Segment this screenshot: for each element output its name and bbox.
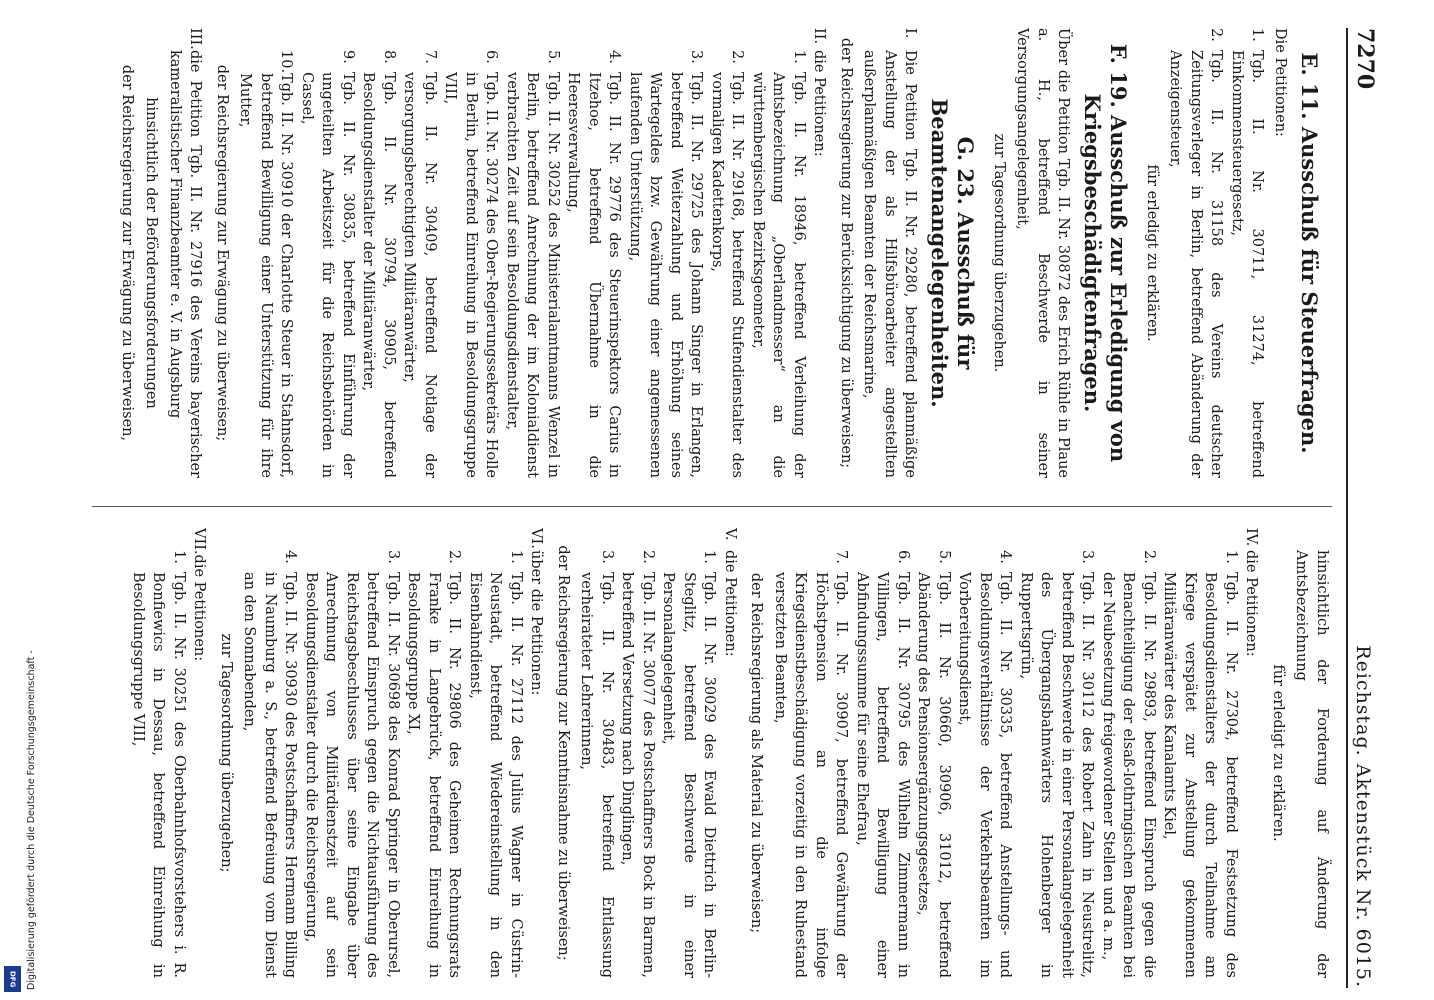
section-g-part-2-list — [235, 28, 809, 478]
item-text: Tgb. II. Nr. 30711, 31274, betreffend Einkommensteuergesetz, — [1229, 50, 1266, 478]
dfg-logo: DFG — [4, 966, 21, 992]
item-number: 3. — [599, 550, 615, 564]
section-g-part-3 — [165, 28, 206, 478]
item-text: Tgb. II. Nr. 30112 des Robert Zahn in Neustrelitz, betreffend Beschwerde in einer Personalangelegenheit des Übergangsbahnwärters Hohenberger in Ruppertsgrün, — [1018, 572, 1096, 978]
item-number: 4. — [606, 50, 623, 64]
section-g-part-3-subject: hinsichtlich der Beförderungsforderungen — [143, 97, 160, 409]
section-e-list — [1165, 28, 1268, 478]
item-text: Tgb. II. Nr. 29168, betreffend Stufendienstalter des vormaligen Kadettenkorps, — [709, 72, 746, 478]
petition-item — [576, 550, 617, 978]
item-text: Tgb. II. Nr. 31158 des Vereins deutscher Zeitungsverleger in Berlin, betreffend Abänderung der Anzeigensteuer, — [1167, 50, 1225, 478]
petition-item — [563, 50, 625, 478]
part-label: IV. — [1243, 528, 1260, 547]
part-iv-resolution: der Reichsregierung als Material zu überweisen; — [748, 572, 765, 934]
item-number: 10. — [278, 50, 295, 74]
part-label: VII. — [191, 528, 208, 555]
part-vii-list — [128, 528, 190, 978]
column-divider — [92, 506, 1332, 507]
continuation-resolution: für erledigt zu erklären. — [1270, 664, 1286, 842]
section-e-resolution: für erledigt zu erklären. — [1144, 164, 1160, 342]
item-text: Tgb. II. Nr. 30698 des Konrad Springer in Oberursel, betreffend Einspruch gegen die Nichtausführung des Reichstagsbeschlusses über seine Eingabe über Anrechnung von Militärdienstzeit auf sein Besoldungsdienstalter durch die Reichsregierung, — [303, 572, 401, 978]
item-text: Tgb. II. Nr. 30029 des Ewald Diettrich in Berlin-Steglitz, betreffend Beschwerde in einer Personalangelegenheit, — [660, 572, 718, 978]
part-label: II. — [811, 28, 828, 45]
petition-item — [1016, 550, 1098, 978]
section-g-part-3-resolution: der Reichsregierung zur Erwägung zu überweisen, — [119, 64, 135, 442]
item-number: 2. — [1141, 550, 1157, 564]
part-iv-list — [770, 528, 1242, 978]
item-number: 1. — [1249, 28, 1266, 42]
item-text: Tgb. II. Nr. 30835, betreffend Einführung der ungeteilten Arbeitszeit für die Reichsbehörden in Cassel, — [299, 72, 356, 478]
section-g-part-2-resolution: der Reichsregierung zur Erwägung zu überweisen; — [214, 64, 230, 442]
section-e-lead: Die Petitionen: — [1272, 28, 1288, 137]
item-text: Tgb. II. Nr. 30483, betreffend Entlassung verheirateter Lehrerinnen, — [578, 572, 615, 978]
petition-item — [625, 50, 707, 478]
item-text: Tgb. II. Nr. 30274 des Ober-Regierungssekretärs Holle in Berlin, betreffend Einreihung in Besoldungsgruppe VIII, — [442, 72, 500, 478]
page-header — [1346, 28, 1380, 988]
item-text: Tgb. II. Nr. 30910 der Charlotte Steuer in Stahnsdorf, betreffend Bewilligung einer Unterstützung für ihre Mutter, — [237, 73, 295, 478]
part-vi-resolution: zur Tagesordnung überzugehen; — [218, 633, 234, 873]
item-text: Tgb. II. Nr. 27304, betreffend Festsetzung des Besoldungsdienstalters der durch Teilnahme am Kriege verspätet zur Anstellung gekommenen Militäranwärter des Kanalamts Kiel, — [1161, 572, 1239, 978]
petition-item — [235, 50, 297, 478]
petition-item — [954, 550, 1016, 978]
part-vii — [189, 528, 210, 978]
petition-item — [301, 550, 404, 978]
item-text: Tgb. II. Nr. 30930 des Postschaffners Hermann Billing in Naumburg a. S., betreffend Befreiung vom Dienst an den Sonnabenden, — [241, 572, 299, 978]
part-lead: die Petitionen: — [191, 554, 208, 662]
item-number: 9. — [340, 50, 356, 64]
item-text: Tgb. II. Nr. 29776 des Steuerinspektors Carius in Itzehoe, betreffend Übernahme in die Heeresverwaltung, — [565, 72, 623, 478]
part-label: I. — [902, 28, 919, 39]
part-v — [720, 528, 741, 978]
part-lead: über die Petitionen: — [528, 550, 545, 696]
section-g-part-1 — [859, 28, 921, 478]
petition-item — [465, 550, 527, 978]
item-number: 2. — [446, 550, 463, 564]
section-g-part-1-resolution: der Reichsregierung zur Berücksichtigung zu überweisen; — [838, 37, 854, 469]
part-vi — [526, 528, 547, 978]
part-vi-list — [239, 528, 526, 978]
item-number: 7. — [422, 50, 438, 64]
item-number: 2. — [640, 550, 656, 564]
petition-item — [399, 50, 440, 478]
item-number: 1. — [508, 550, 524, 564]
petition-item — [707, 50, 748, 478]
part-iv — [1241, 528, 1262, 978]
section-f-heading: F. 19. Ausschuß zur Erledigung von Kriegsbeschädigtenfragen. — [1080, 43, 1132, 463]
part-label: VI. — [528, 528, 545, 549]
item-number: 8. — [381, 50, 397, 64]
petition-item — [297, 50, 359, 478]
item-text: Tgb. II. Nr. 29725 des Johann Singer in Erlangen, betreffend Weiterzahlung und Erhöhung seines Wartegeldes bzw. Gewährung einer angemessenen laufenden Unterstützung, — [627, 72, 705, 478]
petition-item — [128, 550, 190, 978]
item-number: 2. — [1208, 28, 1225, 42]
section-f-text: Über die Petition Tgb. II. Nr. 30872 des Erich Rühle in Plaue a. H., betreffend Beschwerde in seiner Versorgungsangelegenheit, — [1014, 28, 1072, 478]
part-lead: die Petitionen: — [722, 550, 738, 657]
part-label: III. — [187, 28, 204, 50]
item-number: 2. — [729, 50, 746, 64]
petition-item — [1098, 550, 1160, 978]
right-column — [128, 528, 1333, 978]
item-number: 5. — [545, 50, 561, 64]
item-text: Tgb. II. Nr. 30251 des Oberbahnhofsvorstehers i. R. Bonfiewics in Dessau, betreffend Einreihung in Besoldungsgruppe VIII, — [130, 572, 187, 978]
part-text: Die Petition Tgb. II. Nr. 29280, betreffend planmäßige Anstellung der als Hilfsbüroarbeiter angestellten außerplanmäßigen Beamten der Reichsmarine, — [861, 50, 919, 478]
item-text: Tgb. II. Nr. 30907, betreffend Gewährung der Höchstpension an die infolge Kriegsdienstbeschädigung vorzeitig in den Ruhestand versetzten Beamten, — [772, 572, 850, 978]
item-text: Tgb. II. Nr. 30660, 30906, 31012, betreffend Abänderung des Pensionsergänzungsgesetzes, — [915, 572, 952, 978]
item-number: 1. — [1223, 550, 1239, 564]
section-g-heading: G. 23. Ausschuß für Beamtenangelegenheiten. — [927, 98, 979, 408]
petition-item — [403, 550, 465, 978]
item-text: Tgb. II. Nr. 30077 des Postschaffners Bock in Barmen, betreffend Versetzung nach Dinglingen, — [619, 572, 656, 978]
running-title: Reichstag. Aktenstück Nr. 6015. — [1352, 645, 1374, 988]
item-text: Tgb. II. Nr. 30795 des Wilhelm Zimmermann in Villingen, betreffend Bewilligung einer Abfindungssumme für seine Ehefrau, — [854, 572, 911, 978]
section-f-resolution: zur Tagesordnung überzugehen. — [991, 133, 1007, 373]
petition-item — [1159, 550, 1241, 978]
item-number: 4. — [997, 550, 1014, 564]
part-v-list — [576, 528, 720, 978]
petition-item — [852, 550, 914, 978]
item-text: Tgb. II. Nr. 30409, betreffend Notlage der versorgungsberechtigten Militäranwärter, — [401, 72, 438, 478]
petition-item — [913, 550, 954, 978]
item-number: 6. — [483, 50, 500, 64]
petition-item — [658, 550, 720, 978]
part-v-resolution: der Reichsregierung zur Kenntnisnahme zu überweisen; — [555, 545, 571, 961]
item-number: 3. — [1079, 550, 1096, 564]
item-text: Tgb. II. Nr. 30794, 30905, betreffend Besoldungsdienstalter der Militäranwärter, — [360, 72, 397, 478]
item-number: 4. — [282, 550, 299, 564]
part-label: V. — [722, 528, 738, 541]
item-text: Tgb. II. Nr. 29893, betreffend Einspruch gegen die Benachteiligung der elsaß-lothringischen Beamten bei der Neubesetzung freigewordener Stellen und a. m., — [1100, 572, 1157, 978]
footer-text: Digitalisierung gefördert durch die Deutsche Forschungsgemeinschaft - — [26, 650, 37, 990]
item-number: 1. — [701, 550, 718, 564]
section-e-heading: E. 11. Ausschuß für Steuerfragen. — [1297, 52, 1322, 454]
continuation-text: hinsichtlich der Forderung auf Änderung der Amtsbezeichnung — [1293, 550, 1330, 978]
item-number: 3. — [688, 50, 705, 64]
petition-item — [358, 50, 399, 478]
item-number: 1. — [791, 50, 807, 64]
petition-item — [770, 550, 852, 978]
petition-item — [1227, 28, 1268, 478]
item-number: 5. — [936, 550, 952, 564]
part-lead: die Petitionen: — [1243, 550, 1260, 657]
section-g-part-2 — [809, 28, 830, 478]
left-column — [113, 28, 1333, 478]
petition-item — [440, 50, 502, 478]
item-text: Tgb. II. Nr. 30335, betreffend Anstellungs- und Besoldungsverhältnisse der Verkehrsbeamten im Vorbereitungsdienst, — [956, 572, 1014, 978]
part-text: die Petition Tgb. II. Nr. 27916 des Vereins bayerischer kameralistischer Finanzbeamter e. V. in Augsburg — [167, 50, 204, 478]
petition-item — [748, 50, 810, 478]
item-number: 1. — [171, 550, 187, 564]
digitization-footer — [2, 0, 37, 1000]
item-number: 6. — [895, 550, 911, 564]
part-lead: die Petitionen: — [811, 50, 828, 157]
petition-item — [239, 550, 301, 978]
petition-item — [502, 50, 564, 478]
item-text: Tgb. II. Nr. 18946, betreffend Verleihung der Amtsbezeichnung „Oberlandmesser“ an die württembergischen Bezirksgeometer, — [750, 72, 807, 478]
item-text: Tgb. II. Nr. 27112 des Julius Wagner in Cüstrin-Neustadt, betreffend Wiedereinstellung in den Eisenbahndienst, — [467, 572, 524, 978]
item-text: Tgb. II. Nr. 30252 des Ministerialamtmanns Wenzel in Berlin, betreffend Anrechnung der im Kolonialdienst verbrachten Zeit auf sein Besoldungsdienstalter, — [504, 72, 561, 478]
item-number: 7. — [833, 550, 850, 564]
item-text: Tgb. II. Nr. 29806 des Geheimen Rechnungsrats Franke in Langebrück, betreffend Einreihung in Besoldungsgruppe XI, — [405, 572, 463, 978]
rotated-page-content — [40, 28, 1380, 988]
petition-item — [1165, 28, 1227, 478]
page-number: 7270 — [1352, 28, 1378, 90]
petition-item — [617, 550, 658, 978]
item-number: 3. — [385, 550, 401, 564]
